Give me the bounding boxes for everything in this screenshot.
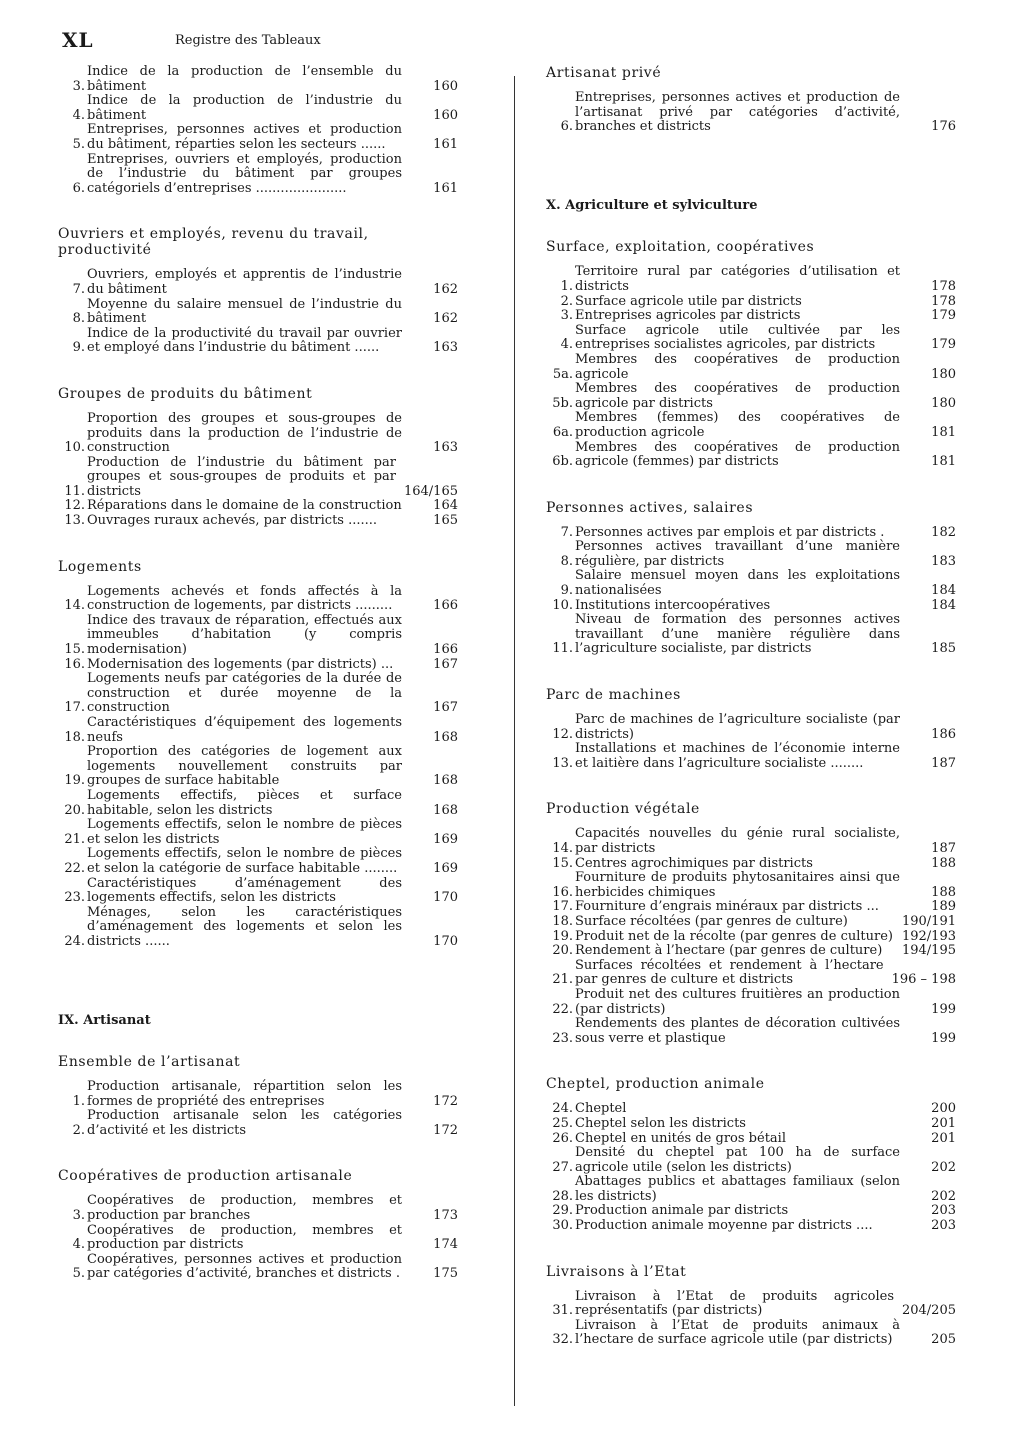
entry-number: 2.	[560, 293, 573, 309]
entry-page: 189	[931, 899, 956, 915]
section-heading: Cheptel, production animale	[546, 1076, 765, 1093]
entry-number: 17.	[552, 899, 573, 915]
entry-number: 1.	[72, 1093, 85, 1109]
toc-entry	[58, 268, 458, 297]
toc-entry	[58, 123, 458, 152]
entry-number: 5a.	[552, 366, 573, 382]
entry-page: 162	[433, 281, 458, 297]
entry-page: 205	[931, 1332, 956, 1348]
entry-number: 19.	[552, 928, 573, 944]
entry-title: Ouvrages ruraux achevés, par districts .......	[87, 513, 378, 529]
toc-entry	[58, 745, 458, 789]
entry-number: 4.	[72, 107, 85, 123]
toc-entry	[58, 499, 458, 514]
entry-number: 31.	[552, 1303, 573, 1319]
entry-list	[546, 1102, 956, 1233]
entry-title: Entreprises, personnes actives et production de l’artisanat privé par catégories d’activité, branches et districts	[575, 90, 900, 135]
entry-number: 4.	[72, 1237, 85, 1253]
entry-page: 162	[433, 311, 458, 327]
entry-page: 192/193	[901, 928, 956, 944]
entry-page: 167	[433, 700, 458, 716]
toc-entry	[546, 1290, 956, 1319]
entry-title: Logements neufs par catégories de la durée de construction et durée moyenne de la construction	[87, 671, 402, 716]
entry-page: 196 – 198	[891, 972, 956, 988]
entry-page: 181	[931, 424, 956, 440]
toc-section	[546, 687, 956, 771]
entry-number: 13.	[552, 755, 573, 771]
toc-entry	[58, 1194, 458, 1223]
entry-page: 187	[931, 841, 956, 856]
entry-page: 176	[931, 119, 956, 135]
entry-title: Densité du cheptel pat 100 ha de surface agricole utile (selon les districts)	[575, 1145, 900, 1175]
entry-number: 3.	[72, 1208, 85, 1224]
entry-page: 180	[931, 395, 956, 411]
entry-number: 15.	[552, 855, 573, 871]
entry-title: Territoire rural par catégories d’utilisation et districts	[575, 264, 900, 294]
chapter-title: IX. Artisanat	[58, 1012, 151, 1028]
entry-number: 7.	[72, 281, 85, 297]
entry-page: 181	[931, 454, 956, 470]
toc-entry	[58, 1224, 458, 1253]
toc-section	[58, 1014, 458, 1139]
entry-number: 3.	[72, 78, 85, 94]
toc-entry	[546, 857, 956, 872]
toc-section	[58, 226, 458, 356]
entry-title: Installations et machines de l’économie interne et laitière dans l’agriculture socialiste ........	[575, 741, 900, 771]
entry-title: Modernisation des logements (par districts) ...	[87, 656, 394, 672]
entry-list	[546, 1290, 956, 1348]
entry-page: 164/165	[403, 483, 458, 499]
entry-page: 194/195	[901, 943, 956, 959]
entry-title: Indice de la productivité du travail par ouvrier et employé dans l’industrie du bâtiment ......	[87, 325, 402, 356]
toc-entry	[58, 716, 458, 745]
entry-number: 22.	[64, 860, 85, 876]
entry-title: Livraison à l’Etat de produits agricoles représentatifs (par districts)	[575, 1288, 894, 1319]
entry-title: Surface agricole utile par districts	[575, 293, 802, 309]
toc-entry	[58, 906, 458, 950]
toc-section	[58, 65, 458, 196]
entry-number: 14.	[552, 841, 573, 856]
entry-page: 179	[931, 337, 956, 353]
entry-page: 199	[931, 1001, 956, 1017]
entry-number: 15.	[64, 642, 85, 658]
toc-entry	[546, 713, 956, 742]
toc-entry	[546, 309, 956, 324]
section-heading: Coopératives de production artisanale	[58, 1168, 353, 1185]
entry-title: Entreprises, ouvriers et employés, production de l’industrie du bâtiment par groupes catégoriels d’entreprises ......................	[87, 151, 402, 196]
entry-page: 202	[931, 1188, 956, 1204]
entry-title: Fourniture d’engrais minéraux par districts ...	[575, 899, 879, 915]
entry-number: 11.	[64, 483, 85, 499]
toc-entry	[58, 1080, 458, 1109]
entry-page: 161	[433, 136, 458, 152]
toc-entry	[58, 327, 458, 356]
entry-number: 18.	[552, 913, 573, 929]
entry-list	[546, 713, 956, 771]
entry-title: Proportion des groupes et sous-groupes de produits dans la production de l’industrie de construction	[87, 410, 402, 456]
entry-title: Indice des travaux de réparation, effectués aux immeubles d’habitation (y compris modernisation)	[87, 612, 402, 658]
entry-page: 160	[433, 107, 458, 123]
entry-number: 23.	[64, 890, 85, 906]
entry-page: 165	[433, 513, 458, 529]
entry-page: 169	[433, 860, 458, 876]
entry-list	[58, 585, 458, 950]
entry-title: Production animale par districts	[575, 1203, 789, 1219]
toc-entry	[546, 742, 956, 771]
entry-title: Surface récoltées (par genres de culture)	[575, 913, 848, 929]
entry-list	[546, 265, 956, 469]
entry-list	[58, 412, 458, 529]
toc-section	[58, 386, 458, 529]
entry-page: 172	[433, 1093, 458, 1109]
toc-entry	[58, 658, 458, 673]
toc-entry	[546, 827, 956, 856]
entry-number: 6a.	[552, 424, 573, 440]
entry-page: 178	[931, 278, 956, 294]
toc-entry	[58, 1109, 458, 1138]
entry-number: 29.	[552, 1203, 573, 1219]
entry-page: 178	[931, 293, 956, 309]
entry-number: 21.	[64, 831, 85, 847]
entry-number: 6b.	[552, 454, 573, 470]
entry-page: 168	[433, 773, 458, 789]
entry-page: 166	[433, 642, 458, 658]
entry-number: 6.	[72, 180, 85, 196]
toc-section	[546, 199, 956, 470]
entry-number: 10.	[64, 440, 85, 456]
entry-number: 8.	[560, 553, 573, 569]
entry-number: 9.	[560, 583, 573, 599]
entry-page: 180	[931, 366, 956, 382]
toc-entry	[546, 526, 956, 541]
toc-entry	[58, 153, 458, 197]
entry-number: 12.	[552, 726, 573, 742]
entry-title: Logements effectifs, pièces et surface habitable, selon les districts	[87, 787, 402, 818]
entry-page: 160	[433, 78, 458, 94]
toc-entry	[546, 569, 956, 598]
toc-entry	[58, 298, 458, 327]
page-number: XL	[62, 28, 94, 52]
entry-number: 32.	[552, 1332, 573, 1348]
entry-number: 24.	[64, 933, 85, 949]
entry-number: 5.	[72, 136, 85, 152]
toc-section	[546, 1264, 956, 1348]
entry-title: Ouvriers, employés et apprentis de l’industrie du bâtiment	[87, 267, 402, 297]
toc-entry	[546, 295, 956, 310]
toc-section	[58, 1168, 458, 1282]
toc-entry	[546, 1146, 956, 1175]
entry-title: Logements effectifs, selon le nombre de pièces et selon la catégorie de surface habitable ........	[87, 846, 402, 876]
entry-page: 169	[433, 831, 458, 847]
toc-entry	[58, 789, 458, 818]
section-heading: Personnes actives, salaires	[546, 499, 754, 516]
entry-title: Niveau de formation des personnes actives travaillant d’une manière régulière dans l’agriculture socialiste, par districts	[575, 612, 900, 657]
entry-page: 202	[931, 1159, 956, 1175]
entry-title: Fourniture de produits phytosanitaires ainsi que herbicides chimiques	[575, 870, 900, 900]
running-title: Registre des Tableaux	[175, 33, 321, 48]
entry-number: 18.	[64, 729, 85, 745]
entry-list	[58, 65, 458, 196]
entry-page: 170	[433, 890, 458, 906]
entry-page: 201	[931, 1130, 956, 1146]
entry-title: Livraison à l’Etat de produits animaux à l’hectare de surface agricole utile (par districts)	[575, 1317, 900, 1348]
entry-page: 175	[433, 1266, 458, 1282]
toc-entry	[58, 94, 458, 123]
toc-entry	[546, 324, 956, 353]
entry-number: 7.	[560, 524, 573, 540]
toc-entry	[546, 1204, 956, 1219]
entry-number: 25.	[552, 1115, 573, 1131]
entry-title: Logements achevés et fonds affectés à la construction de logements, par districts .........	[87, 583, 402, 614]
entry-number: 27.	[552, 1159, 573, 1175]
toc-entry	[546, 1102, 956, 1117]
entry-title: Capacités nouvelles du génie rural socialiste, par districts	[575, 826, 900, 856]
entry-number: 16.	[64, 656, 85, 672]
entry-title: Membres (femmes) des coopératives de production agricole	[575, 410, 900, 440]
entry-list	[58, 1080, 458, 1138]
entry-title: Produit net de la récolte (par genres de culture)	[575, 928, 893, 944]
entry-title: Production animale moyenne par districts ....	[575, 1218, 873, 1234]
entry-number: 20.	[64, 802, 85, 818]
entry-number: 5b.	[552, 395, 573, 411]
entry-number: 17.	[64, 700, 85, 716]
toc-entry	[546, 1117, 956, 1132]
toc-entry	[58, 672, 458, 716]
entry-title: Coopératives de production, membres et production par districts	[87, 1222, 402, 1253]
toc-section	[546, 65, 956, 135]
entry-title: Rendement à l’hectare (par genres de culture)	[575, 943, 883, 959]
left-column	[58, 65, 458, 1282]
entry-number: 24.	[552, 1101, 573, 1117]
toc-entry	[58, 412, 458, 456]
entry-page: 179	[931, 308, 956, 324]
toc-entry	[58, 614, 458, 658]
entry-page: 164	[433, 498, 458, 514]
entry-title: Surfaces récoltées et rendement à l’hectare par genres de culture et districts	[575, 957, 884, 988]
entry-list	[546, 91, 956, 135]
toc-entry	[546, 1219, 956, 1234]
entry-page: 204/205	[901, 1303, 956, 1319]
entry-title: Coopératives de production, membres et production par branches	[87, 1193, 402, 1224]
entry-page: 190/191	[901, 913, 956, 929]
entry-list	[58, 268, 458, 356]
entry-title: Abattages publics et abattages familiaux (selon les districts)	[575, 1174, 900, 1204]
toc-section	[546, 500, 956, 657]
entry-title: Moyenne du salaire mensuel de l’industrie du bâtiment	[87, 296, 402, 327]
section-heading: Parc de machines	[546, 687, 681, 704]
toc-section	[58, 559, 458, 950]
toc-entry	[58, 1253, 458, 1282]
entry-number: 6.	[560, 119, 573, 135]
entry-title: Personnes actives par emplois et par districts .	[575, 524, 885, 540]
toc-entry	[546, 915, 956, 930]
toc-section	[546, 801, 956, 1046]
entry-title: Caractéristiques d’équipement des logements neufs	[87, 715, 402, 745]
entry-page: 188	[931, 884, 956, 900]
section-heading: Logements	[58, 558, 142, 575]
entry-list	[546, 827, 956, 1046]
toc-entry	[546, 411, 956, 440]
entry-title: Logements effectifs, selon le nombre de pièces et selon les districts	[87, 817, 402, 847]
entry-page: 203	[931, 1203, 956, 1219]
entry-title: Production de l’industrie du bâtiment par groupes et sous-groupes de produits et par districts	[87, 454, 396, 499]
entry-title: Cheptel	[575, 1101, 627, 1117]
entry-number: 9.	[72, 340, 85, 356]
entry-title: Centres agrochimiques par districts	[575, 855, 813, 871]
entry-number: 8.	[72, 311, 85, 327]
entry-page: 184	[931, 597, 956, 613]
entry-title: Coopératives, personnes actives et production par catégories d’activité, branches et districts .	[87, 1251, 402, 1282]
toc-entry	[546, 599, 956, 614]
toc-entry	[58, 877, 458, 906]
entry-title: Caractéristiques d’aménagement des logements effectifs, selon les districts	[87, 875, 402, 906]
entry-page: 161	[433, 180, 458, 196]
entry-number: 19.	[64, 773, 85, 789]
entry-page: 201	[931, 1115, 956, 1131]
toc-entry	[58, 514, 458, 529]
entry-page: 184	[931, 583, 956, 599]
entry-number: 5.	[72, 1266, 85, 1282]
entry-number: 20.	[552, 943, 573, 959]
section-heading: Surface, exploitation, coopératives	[546, 239, 815, 256]
section-heading: Production végétale	[546, 801, 700, 818]
entry-title: Cheptel en unités de gros bétail	[575, 1130, 786, 1146]
entry-number: 13.	[64, 513, 85, 529]
section-heading: Groupes de produits du bâtiment	[58, 385, 313, 402]
entry-title: Entreprises, personnes actives et production du bâtiment, réparties selon les secteurs ......	[87, 122, 402, 152]
entry-title: Ménages, selon les caractéristiques d’aménagement des logements et selon les districts ......	[87, 904, 402, 949]
entry-page: 182	[931, 524, 956, 540]
entry-title: Production artisanale selon les catégories d’activité et les districts	[87, 1108, 402, 1138]
entry-page: 168	[433, 802, 458, 818]
entry-list	[546, 526, 956, 657]
entry-number: 11.	[552, 641, 573, 657]
entry-page: 173	[433, 1208, 458, 1224]
entry-page: 170	[433, 933, 458, 949]
entry-title: Membres des coopératives de production agricole par districts	[575, 381, 900, 411]
column-divider	[514, 76, 515, 1406]
entry-number: 2.	[72, 1122, 85, 1138]
entry-title: Cheptel selon les districts	[575, 1115, 746, 1131]
entry-list	[58, 1194, 458, 1282]
entry-page: 200	[931, 1101, 956, 1117]
entry-page: 187	[931, 755, 956, 771]
entry-page: 185	[931, 641, 956, 657]
toc-entry	[58, 456, 458, 500]
entry-number: 1.	[560, 278, 573, 294]
toc-entry	[58, 847, 458, 876]
entry-title: Membres des coopératives de production agricole	[575, 351, 900, 382]
entry-title: Réparations dans le domaine de la construction	[87, 498, 402, 514]
entry-page: 163	[433, 340, 458, 356]
toc-entry	[546, 613, 956, 657]
entry-title: Surface agricole utile cultivée par les entreprises socialistes agricoles, par districts	[575, 322, 900, 353]
toc-entry	[58, 65, 458, 94]
toc-entry	[546, 91, 956, 135]
toc-entry	[546, 930, 956, 945]
toc-entry	[546, 1319, 956, 1348]
entry-title: Salaire mensuel moyen dans les exploitations nationalisées	[575, 568, 900, 599]
entry-title: Proportion des catégories de logement aux logements nouvellement construits par groupes de surface habitable	[87, 744, 402, 789]
entry-number: 26.	[552, 1130, 573, 1146]
entry-page: 167	[433, 656, 458, 672]
entry-title: Produit net des cultures fruitières an production (par districts)	[575, 986, 900, 1017]
entry-title: Rendements des plantes de décoration cultivées sous verre et plastique	[575, 1016, 900, 1046]
toc-entry	[546, 944, 956, 959]
entry-page: 172	[433, 1122, 458, 1138]
toc-entry	[546, 353, 956, 382]
toc-entry	[58, 585, 458, 614]
toc-entry	[546, 1175, 956, 1204]
entry-number: 3.	[560, 308, 573, 324]
entry-number: 21.	[552, 972, 573, 988]
entry-page: 186	[931, 726, 956, 742]
toc-entry	[546, 988, 956, 1017]
entry-page: 166	[433, 598, 458, 614]
entry-page: 168	[433, 729, 458, 745]
entry-number: 4.	[560, 337, 573, 353]
section-heading: Ouvriers et employés, revenu du travail, productivité	[58, 226, 369, 259]
entry-title: Indice de la production de l’industrie du bâtiment	[87, 93, 402, 123]
entry-page: 163	[433, 440, 458, 456]
entry-number: 16.	[552, 884, 573, 900]
entry-page: 188	[931, 855, 956, 871]
entry-page: 199	[931, 1030, 956, 1046]
toc-entry	[546, 1017, 956, 1046]
entry-title: Indice de la production de l’ensemble du bâtiment	[87, 64, 402, 94]
toc-entry	[546, 382, 956, 411]
toc-entry	[546, 900, 956, 915]
toc-entry	[546, 441, 956, 470]
toc-entry	[546, 1132, 956, 1147]
entry-title: Parc de machines de l’agriculture socialiste (par districts)	[575, 712, 900, 742]
section-heading: Artisanat privé	[546, 65, 662, 81]
chapter-title: X. Agriculture et sylviculture	[546, 197, 758, 213]
entry-page: 203	[931, 1218, 956, 1234]
entry-number: 28.	[552, 1188, 573, 1204]
entry-title: Membres des coopératives de production agricole (femmes) par districts	[575, 439, 900, 470]
entry-title: Entreprises agricoles par districts	[575, 308, 801, 324]
entry-number: 22.	[552, 1001, 573, 1017]
toc-entry	[546, 540, 956, 569]
toc-entry	[546, 265, 956, 294]
entry-title: Personnes actives travaillant d’une manière régulière, par districts	[575, 539, 900, 569]
entry-page: 183	[931, 553, 956, 569]
toc-section	[546, 1076, 956, 1233]
entry-page: 174	[433, 1237, 458, 1253]
entry-number: 10.	[552, 597, 573, 613]
right-column	[546, 65, 956, 1348]
entry-title: Production artisanale, répartition selon les formes de propriété des entreprises	[87, 1079, 402, 1109]
section-heading: Ensemble de l’artisanat	[58, 1054, 241, 1071]
entry-number: 30.	[552, 1218, 573, 1234]
entry-number: 12.	[64, 498, 85, 514]
entry-number: 14.	[64, 598, 85, 614]
toc-entry	[546, 959, 956, 988]
toc-entry	[546, 871, 956, 900]
toc-entry	[58, 818, 458, 847]
entry-title: Institutions intercoopératives	[575, 597, 771, 613]
entry-number: 23.	[552, 1030, 573, 1046]
section-heading: Livraisons à l’Etat	[546, 1263, 687, 1280]
